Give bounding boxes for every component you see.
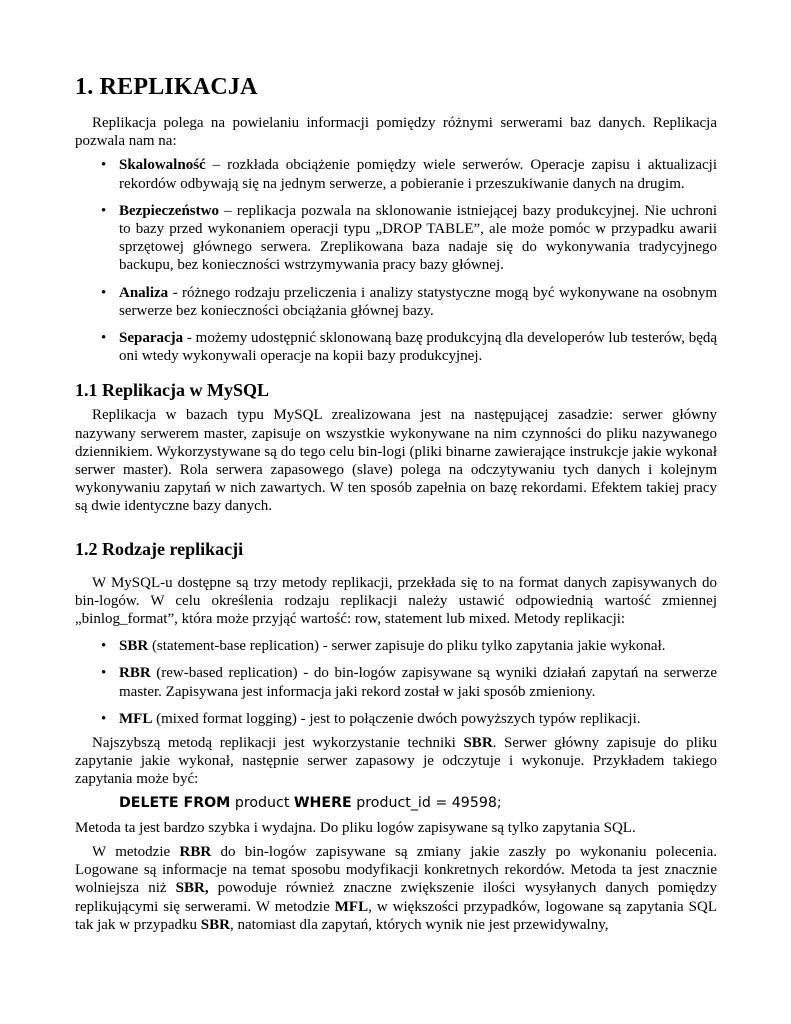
- bullet-icon: •: [101, 284, 107, 301]
- list-item-term: RBR: [119, 665, 151, 682]
- list-item-text: (statement-base replication) - serwer zapisuje do pliku tylko zapytania jakie wykonał.: [148, 638, 666, 655]
- bullet-icon: •: [101, 157, 107, 174]
- list-item: [75, 202, 717, 275]
- methods-list: [75, 637, 717, 728]
- rbr-text: powoduje również znaczne zwiększenie ilości wysyłanych danych pomiędzy replikującymi się serwerami. W metodzie: [75, 880, 717, 915]
- sql-keyword: WHERE: [293, 794, 352, 811]
- mfl-term: MFL: [334, 898, 369, 915]
- list-item-term: SBR: [119, 638, 149, 655]
- document-content: [75, 72, 717, 934]
- sbr-term: SBR,: [175, 880, 209, 897]
- sbr-term: SBR: [463, 735, 493, 752]
- sbr-term: SBR: [200, 916, 230, 933]
- section-heading-mysql: 1.1 Replikacja w MySQL: [75, 380, 270, 401]
- rbr-text: , natomiast dla zapytań, których wynik nie jest przewidywalny,: [229, 916, 609, 933]
- list-item: [75, 664, 717, 700]
- sql-code-example: [75, 793, 717, 813]
- mysql-paragraph: Replikacja w bazach typu MySQL zrealizowana jest na następującej zasadzie: serwer główny nazywany serwerem master, zapisuje on wszystkie wykonywane na nim czynności do pliku nazywanego dziennikiem. Wykorzystywane są do tego celu bin-logi (pliki binarne zawierające instrukcje jakie wykonał serwer master). Rola serwera zapasowego (slave) polega na odczytywaniu tych danych i kolejnym wykonywaniu zapytań w nich zawartych. W ten sposób zapełnia on bazę rekordami. Efektem takiej pracy są dwie identyczne bazy danych.: [75, 407, 717, 515]
- rbr-text: W metodzie: [92, 843, 180, 860]
- list-item-text: - różnego rodzaju przeliczenia i analizy statystyczne mogą być wykonywane na osobnym serwerze bez konieczności obciążania głównej bazy.: [119, 284, 717, 319]
- list-item: [75, 637, 717, 655]
- list-item: [75, 710, 717, 728]
- sbr-paragraph: [75, 734, 717, 789]
- sql-text: product_id = 49598;: [351, 794, 502, 811]
- sbr-text-c: . Serwer główny zapisuje do pliku zapytanie jakie wykonał, następnie serwer zapasowy je odczytuje i wykonuje. Przykładem takiego zapytania może być:: [75, 735, 717, 788]
- rbr-text: do bin-logów zapisywane są zmiany jakie zaszły po wykonaniu polecenia. Logowane są informacje na temat sposobu modyfikacji konkretnych rekordów. Metoda ta jest znacznie wolniejsza niż: [75, 843, 717, 897]
- list-item-text: (rew-based replication) - do bin-logów zapisywane są wyniki działań zapytań na serwerze master. Zapisywana jest informacja jaki rekord został w jaki sposób zmieniony.: [119, 665, 717, 700]
- bullet-icon: •: [101, 710, 107, 727]
- sql-text: product: [230, 794, 294, 811]
- sql-keyword: DELETE FROM: [119, 794, 231, 811]
- list-item-text: – replikacja pozwala na sklonowanie istniejącej bazy produkcyjnej. Nie uchroni to bazy przed wykonaniem operacji typu „DROP TABLE”, ale może pomóc w przypadku awarii sprzętowej głównego serwera. Zreplikowana baza nadaje się do wykonywania tradycyjnego backupu, bez konieczności wstrzymywania pracy bazy głównej.: [119, 202, 717, 274]
- rbr-term: RBR: [179, 843, 212, 860]
- bullet-icon: •: [101, 202, 107, 219]
- list-item: [75, 329, 717, 365]
- list-item-term: Bezpieczeństwo: [119, 202, 219, 219]
- list-item-term: Analiza: [119, 284, 169, 301]
- intro-paragraph: Replikacja polega na powielaniu informacji pomiędzy różnymi serwerami baz danych. Replikacja pozwala nam na:: [75, 115, 717, 150]
- rbr-text: , w większości przypadków, logowane są zapytania SQL tak jak w przypadku: [75, 898, 717, 933]
- list-item-text: – rozkłada obciążenie pomiędzy wiele serwerów. Operacje zapisu i aktualizacji rekordów odbywają się na jednym serwerze, a pobieranie i przeszukiwanie danych na drugim.: [119, 157, 717, 192]
- chapter-heading: 1. REPLIKACJA: [75, 74, 258, 100]
- bullet-icon: •: [101, 638, 107, 655]
- rbr-paragraph: [75, 843, 717, 934]
- bullet-icon: •: [101, 665, 107, 682]
- list-item-term: Skalowalność: [119, 157, 206, 174]
- sbr-text-a: Najszybszą metodą replikacji jest wykorzystanie techniki: [92, 735, 464, 752]
- list-item: [75, 156, 717, 192]
- after-code-paragraph: Metoda ta jest bardzo szybka i wydajna. Do pliku logów zapisywane są tylko zapytania SQL.: [75, 819, 636, 836]
- list-item-term: Separacja: [119, 330, 184, 347]
- advantages-list: [75, 156, 717, 365]
- bullet-icon: •: [101, 330, 107, 347]
- list-item-text: - możemy udostępnić sklonowaną bazę produkcyjną dla developerów lub testerów, będą oni wtedy wykonywali operacje na kopii bazy produkcyjnej.: [119, 330, 718, 365]
- list-item-text: (mixed format logging) - jest to połączenie dwóch powyższych typów replikacji.: [152, 710, 641, 727]
- types-paragraph: W MySQL-u dostępne są trzy metody replikacji, przekłada się to na format danych zapisywanych do bin-logów. W celu określenia rodzaju replikacji należy ustawić odpowiednią wartość zmiennej „binlog_format”, która może przyjąć wartość: row, statement lub mixed. Metody replikacji:: [75, 574, 717, 628]
- list-item-term: MFL: [119, 710, 153, 727]
- section-heading-types: 1.2 Rodzaje replikacji: [75, 538, 244, 559]
- list-item: [75, 284, 717, 320]
